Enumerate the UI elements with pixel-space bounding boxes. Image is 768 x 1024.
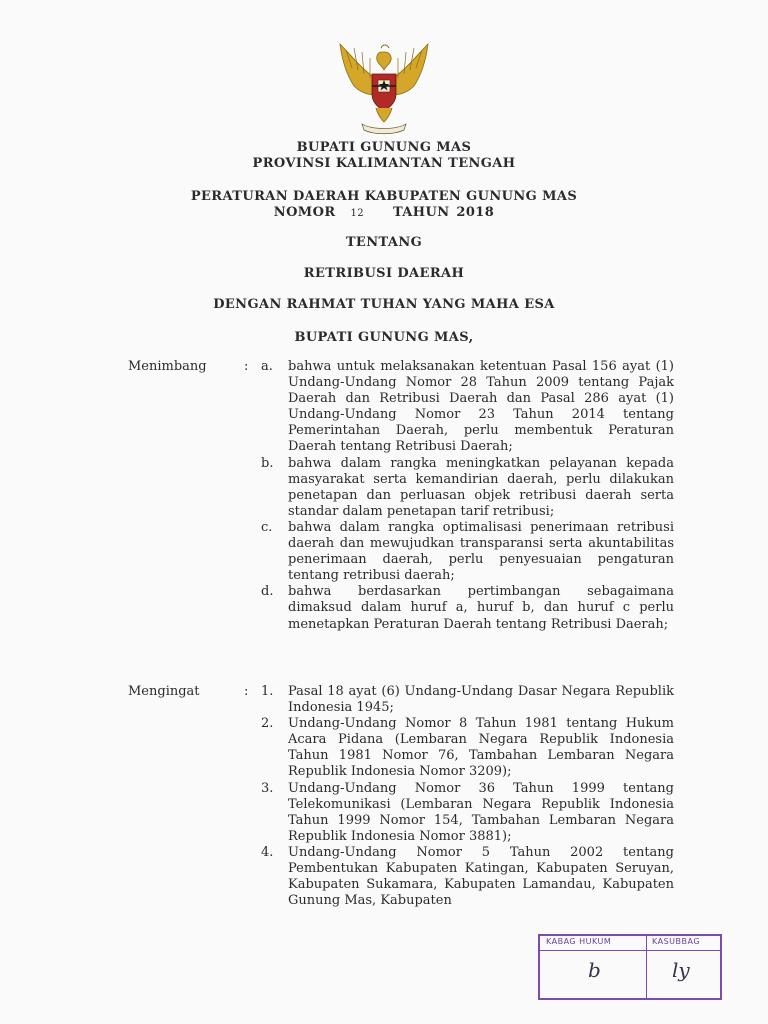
- mengingat-list: [261, 684, 674, 909]
- list-item: [261, 716, 674, 780]
- authority: BUPATI GUNUNG MAS,: [294, 330, 474, 345]
- mengingat-section: [128, 684, 674, 909]
- item-text: bahwa dalam rangka optimalisasi penerimaan retribusi daerah dan mewujudkan transparansi serta akuntabilitas penerimaan daerah, perlu penyesuaian pengaturan tentang retribusi daerah;: [288, 519, 674, 584]
- list-item: [261, 845, 674, 909]
- preamble: DENGAN RAHMAT TUHAN YANG MAHA ESA: [213, 297, 555, 312]
- list-item: [261, 359, 674, 456]
- nomor-value: 12: [350, 208, 364, 219]
- item-mark: 2.: [261, 716, 274, 732]
- mengingat-colon: :: [244, 684, 249, 699]
- item-text: Pasal 18 ayat (6) Undang-Undang Dasar Negara Republik Indonesia 1945;: [288, 684, 674, 716]
- tentang-label: TENTANG: [345, 235, 423, 250]
- menimbang-list: [261, 359, 674, 633]
- regulation-number: [0, 205, 768, 220]
- item-text: Undang-Undang Nomor 36 Tahun 1999 tentang Telekomunikasi (Lembaran Negara Republik Indonesia Tahun 1999 Nomor 154, Tambahan Lembaran Negara Republik Indonesia Nomor 3881);: [288, 780, 674, 844]
- paraf-stamp: [538, 934, 722, 1000]
- list-item: [261, 584, 674, 632]
- regulation-title: PERATURAN DAERAH KABUPATEN GUNUNG MAS: [190, 189, 578, 204]
- item-text: bahwa dalam rangka meningkatkan pelayanan kepada masyarakat serta kemandirian daerah, perlu dilakukan penetapan dan perluasan objek retribusi daerah serta standar dalam penetapan tarif retribusi;: [288, 455, 674, 519]
- stamp-divider: [646, 936, 647, 998]
- garuda-emblem-icon: [332, 40, 436, 136]
- regulation-subject: RETRIBUSI DAERAH: [303, 266, 465, 281]
- item-text: bahwa berdasarkan pertimbangan sebagaimana dimaksud dalam huruf a, huruf b, dan huruf c perlu menetapkan Peraturan Daerah tentang Retribusi Daerah;: [288, 584, 674, 632]
- paraf-signature-1: b: [588, 958, 601, 982]
- issuer-line2: PROVINSI KALIMANTAN TENGAH: [252, 156, 516, 171]
- item-text: Undang-Undang Nomor 8 Tahun 1981 tentang Hukum Acara Pidana (Lembaran Negara Republik Indonesia Tahun 1981 Nomor 76, Tambahan Lembaran Negara Republik Indonesia Nomor 3209);: [288, 716, 674, 780]
- menimbang-colon: :: [244, 359, 249, 374]
- item-mark: 4.: [261, 844, 274, 860]
- stamp-col1: KABAG HUKUM: [546, 937, 612, 946]
- nomor-label: NOMOR: [273, 205, 336, 220]
- item-mark: b.: [261, 455, 274, 471]
- item-mark: a.: [261, 359, 273, 374]
- menimbang-label: Menimbang: [128, 359, 207, 374]
- issuer-line1: BUPATI GUNUNG MAS: [296, 140, 472, 155]
- item-mark: d.: [261, 584, 274, 600]
- menimbang-section: [128, 359, 674, 633]
- item-mark: c.: [261, 519, 273, 535]
- tahun: TAHUN 2018: [392, 205, 495, 220]
- stamp-col2: KASUBBAG: [652, 937, 701, 946]
- item-mark: 1.: [261, 684, 274, 699]
- stamp-header: [540, 936, 720, 951]
- list-item: [261, 781, 674, 845]
- item-text: Undang-Undang Nomor 5 Tahun 2002 tentang Pembentukan Kabupaten Katingan, Kabupaten Seruyan, Kabupaten Sukamara, Kabupaten Lamandau, Kabupaten Gunung Mas, Kabupaten: [288, 844, 674, 909]
- item-text: bahwa untuk melaksanakan ketentuan Pasal 156 ayat (1) Undang-Undang Nomor 28 Tahun 2009 tentang Pajak Daerah dan Retribusi Daerah dan Pasal 286 ayat (1) Undang-Undang Nomor 23 Tahun 2014 tentang Pemerintahan Daerah, perlu membentuk Peraturan Daerah tentang Retribusi Daerah;: [288, 359, 674, 455]
- list-item: [261, 684, 674, 716]
- paraf-signature-2: ly: [672, 958, 690, 982]
- item-mark: 3.: [261, 780, 274, 796]
- list-item: [261, 456, 674, 520]
- mengingat-label: Mengingat: [128, 684, 200, 699]
- list-item: [261, 520, 674, 584]
